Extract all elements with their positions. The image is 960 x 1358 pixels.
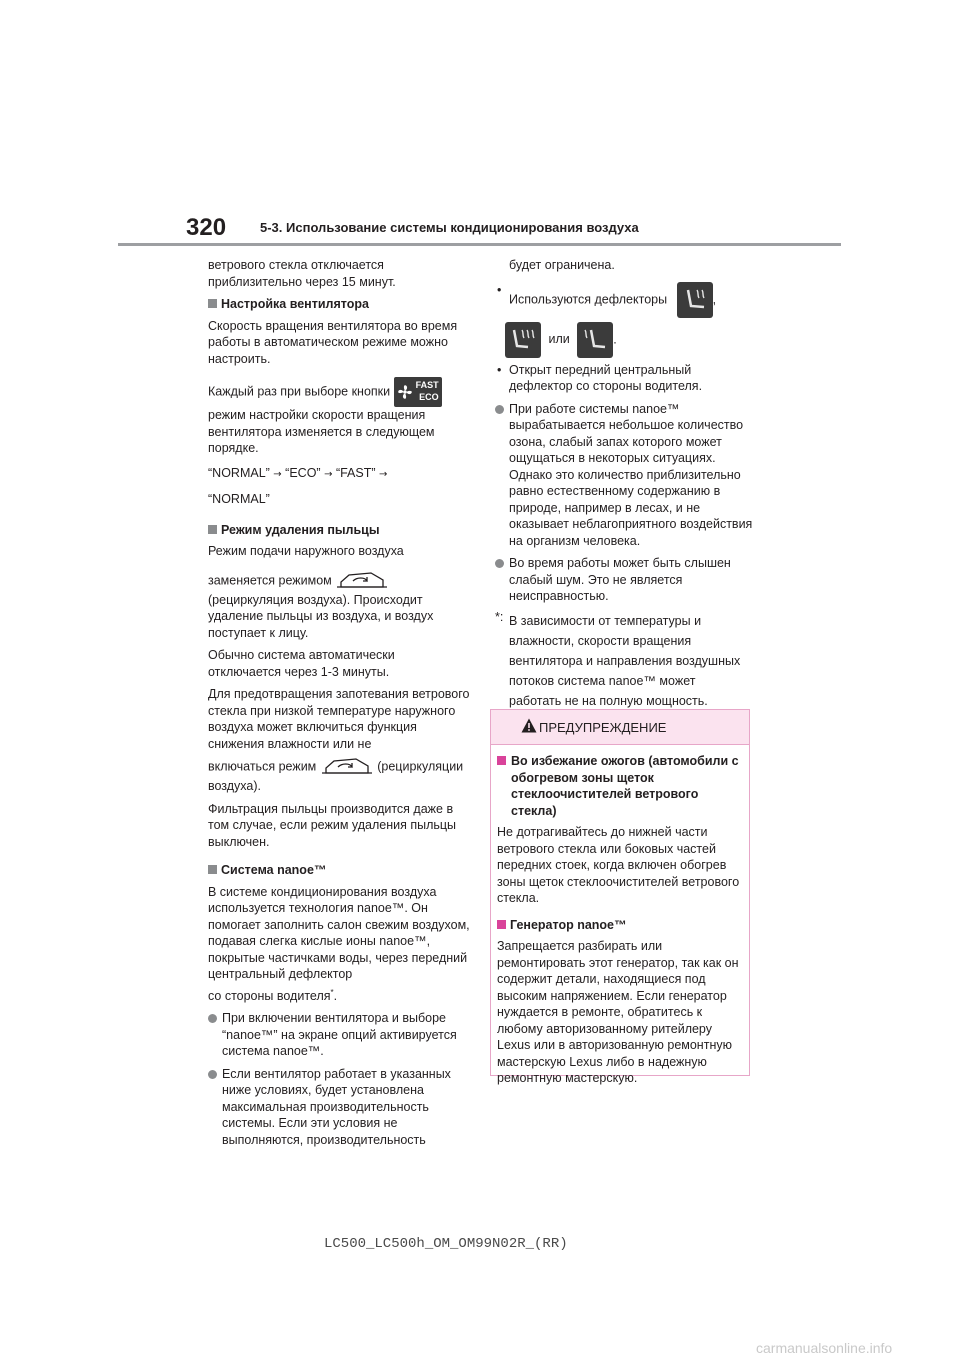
- square-bullet-icon: [208, 525, 217, 534]
- circle-bullet-icon: [208, 1014, 217, 1023]
- seat-ventilation-icon: [505, 322, 541, 358]
- circle-bullet-icon: [495, 405, 504, 414]
- mode-sequence-end: “NORMAL”: [208, 492, 270, 506]
- paragraph: Каждый раз при выборе кнопки FAST ECO: [208, 377, 470, 407]
- paragraph: Обычно система автоматически отключается через 1-3 минуты.: [208, 648, 395, 679]
- list-item: При работе системы nanoe™ вырабатывается небольшое количество озона, слабый запах которого может ощущаться в некоторых ситуациях. Однако это количество приблизительно равно естественному содержанию в природе, например в лесах, и не оказывает неблагоприятного воздействия на организм человека.: [495, 401, 757, 550]
- footnote: *: В зависимости от температуры и влажности, скорости вращения вентилятора и направления воздушных потоков система nanoe™ может работать не на полную мощность.: [495, 609, 741, 708]
- mode-sequence: “NORMAL” → “ECO” → “FAST” →: [208, 465, 388, 480]
- warning-heading: Генератор nanoe™: [497, 917, 743, 934]
- heading-fan: Настройка вентилятора: [208, 296, 470, 313]
- paragraph: Для предотвращения запотевания ветрового стекла при низкой температуре наружного воздуха может включиться функция снижения влажности или не: [208, 687, 470, 751]
- paragraph: Скорость вращения вентилятора во время работы в автоматическом режиме можно настроить.: [208, 318, 458, 366]
- paragraph: режим настройки скорости вращения вентилятора изменяется в следующем порядке.: [208, 408, 435, 455]
- fan-speed-button-icon: [394, 377, 442, 407]
- right-column: [495, 257, 757, 711]
- recirculation-icon: [335, 570, 389, 592]
- circle-bullet-icon: [208, 1070, 217, 1079]
- list-item: При включении вентилятора и выборе “nanoe™” на экране опций активируется система nanoe™.: [208, 1010, 470, 1060]
- square-bullet-icon: [497, 920, 506, 929]
- circle-bullet-icon: [495, 559, 504, 568]
- footer-code: LC500_LC500h_OM_OM99N02R_(RR): [324, 1236, 568, 1252]
- warning-triangle-icon: [521, 718, 537, 733]
- paragraph: Не дотрагивайтесь до нижней части ветрового стекла или боковых частей передних стоек, когда включен обогрев зоны щеток стеклоочистителей ветрового стекла.: [497, 825, 740, 905]
- square-bullet-icon: [208, 299, 217, 308]
- warning-title: ПРЕДУПРЕЖДЕНИЕ: [539, 720, 667, 735]
- paragraph: Фильтрация пыльцы производится даже в том случае, если режим удаления пыльцы выключен.: [208, 801, 457, 849]
- list-item: Во время работы может быть слышен слабый шум. Это не является неисправностью.: [495, 555, 757, 605]
- warning-body: [491, 745, 749, 1087]
- square-bullet-icon: [497, 756, 506, 765]
- paragraph: Режим подачи наружного воздуха: [208, 544, 404, 558]
- left-column: [208, 257, 470, 1154]
- warning-box: [490, 709, 750, 1085]
- paragraph: со стороны водителя*.: [208, 987, 338, 1003]
- warning-heading: Во избежание ожогов (автомобили с обогревом зоны щеток стеклоочистителей ветрового стекла): [497, 753, 743, 819]
- square-bullet-icon: [208, 865, 217, 874]
- eco-label: ECO: [419, 392, 439, 402]
- heading-dust: Режим удаления пыльцы: [208, 522, 470, 539]
- paragraph: В системе кондиционирования воздуха используется технология nanoe™. Он помогает заполнить салон свежим воздухом, подавая слегка кислые ионы nanoe™, покрытые частичками воды, через передний центральный дефлектор: [208, 884, 470, 981]
- paragraph: Запрещается разбирать или ремонтировать этот генератор, так как он содержит детали, находящиеся под высоким напряжением. Если генератор нуждается в ремонте, обратитесь к любому авторизованному ритейлеру Lexus или в авторизованную ремонтную мастерскую Lexus либо в надежную ремонтную мастерскую.: [497, 939, 739, 1085]
- paragraph: заменяется режимом: [208, 570, 470, 592]
- list-item-continuation: или .: [495, 322, 757, 358]
- seat-ventilation-icon: [677, 282, 713, 318]
- warning-header: [491, 710, 749, 745]
- fast-label: FAST: [415, 380, 439, 390]
- heading-nanoe: Система nanoe™: [208, 862, 470, 879]
- page-number: 320: [186, 214, 227, 241]
- recirculation-icon: [320, 756, 374, 778]
- seat-ventilation-icon: [577, 322, 613, 358]
- paragraph: будет ограничена.: [509, 258, 615, 272]
- paragraph: включаться режим (рециркуляции воздуха).: [208, 756, 470, 795]
- section-title: 5-3. Использование системы кондиционирования воздуха: [260, 220, 639, 235]
- list-item: • Используются дефлекторы ,: [495, 282, 757, 318]
- paragraph: (рециркуляция воздуха). Происходит удаление пыльцы из воздуха, и воздух поступает к лицу.: [208, 592, 434, 640]
- list-item: • Открыт передний центральный дефлектор со стороны водителя.: [497, 362, 703, 393]
- header-rule: [118, 243, 841, 246]
- list-item: Если вентилятор работает в указанных ниже условиях, будет установлена максимальная производительность системы. Если эти условия не выполняются, производительность: [208, 1066, 470, 1149]
- paragraph: ветрового стекла отключается приблизительно через 15 минут.: [208, 258, 396, 289]
- watermark: carmanualsonline.info: [756, 1340, 893, 1356]
